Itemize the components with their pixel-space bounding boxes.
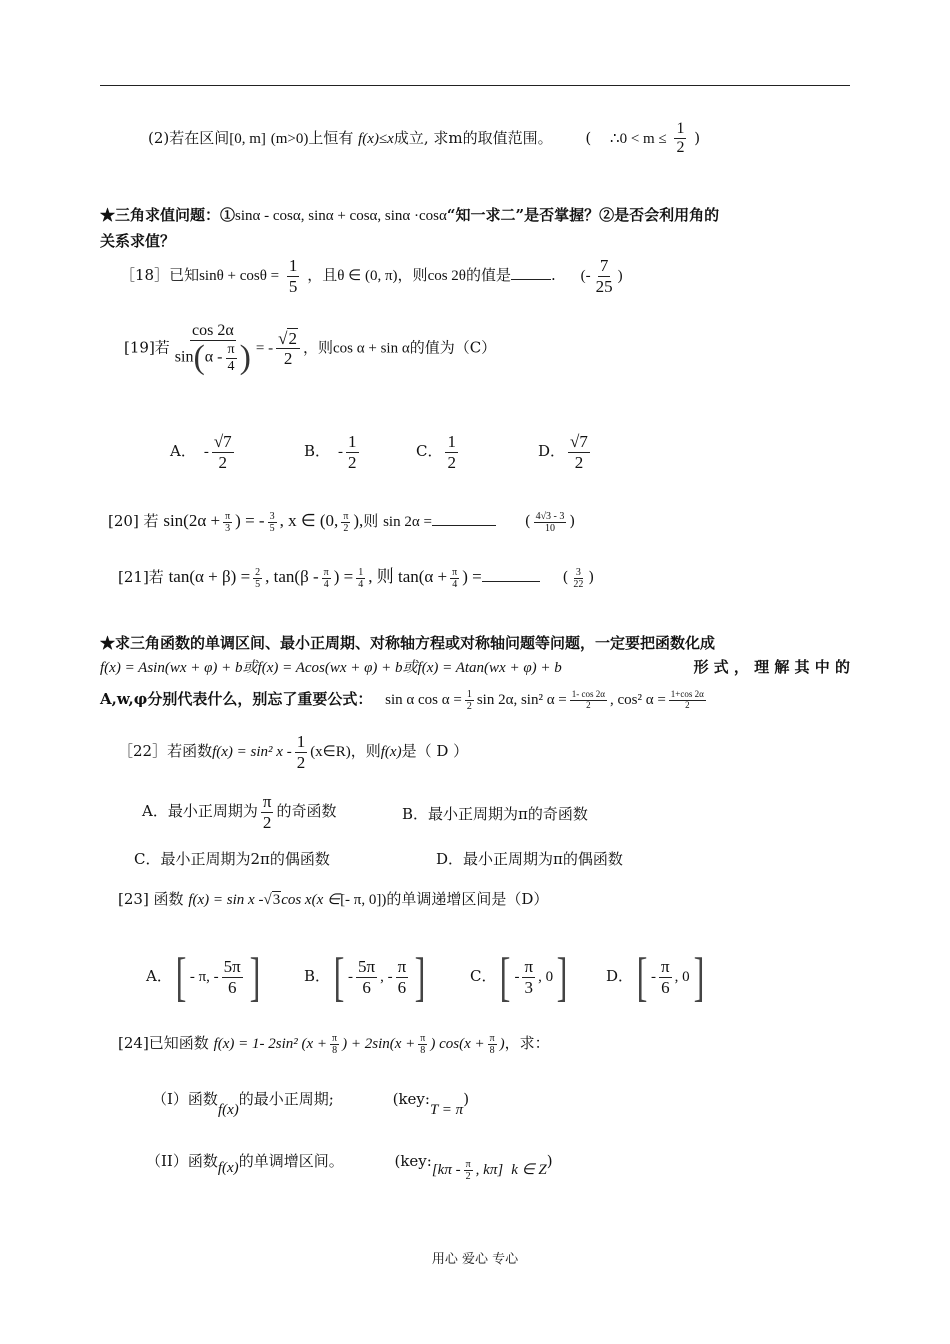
fraction bbox=[356, 957, 377, 997]
math: f(x) bbox=[217, 1102, 239, 1118]
question-24-part-1 bbox=[152, 1088, 470, 1118]
alpha-minus: α - bbox=[204, 349, 223, 367]
question-m-range bbox=[148, 120, 700, 158]
denominator bbox=[173, 341, 253, 375]
text: 形 式 ， 理 解 其 中 的 bbox=[693, 658, 850, 676]
fraction bbox=[571, 567, 585, 590]
option-key: B． bbox=[304, 967, 331, 985]
question-22 bbox=[118, 732, 468, 772]
denominator: 8 bbox=[420, 1044, 426, 1056]
numerator: π bbox=[397, 956, 407, 976]
numerator: 4√3 - 3 bbox=[535, 510, 565, 522]
text: 的单调递增区间是（D） bbox=[386, 890, 549, 908]
denominator: 6 bbox=[362, 977, 371, 997]
section-heading-formulas bbox=[100, 688, 709, 712]
math: ) bbox=[499, 1036, 505, 1052]
numerator: 1 bbox=[348, 432, 357, 451]
option-b bbox=[304, 432, 362, 472]
math: , kπ] bbox=[475, 1162, 504, 1178]
text: ，则 bbox=[302, 338, 333, 357]
radicand: 2 bbox=[288, 328, 297, 348]
answer-open: ( bbox=[585, 128, 592, 147]
bracket-right: ] bbox=[249, 947, 261, 1007]
denominator: 5 bbox=[288, 276, 298, 296]
denominator: 3 bbox=[524, 977, 534, 997]
math: ) = bbox=[462, 567, 482, 586]
fraction bbox=[287, 256, 300, 296]
text: 的单调增区间。 bbox=[238, 1152, 344, 1170]
math: - π, - bbox=[189, 969, 219, 985]
math: f(x) bbox=[380, 744, 402, 761]
text: 上恒有 bbox=[308, 128, 354, 147]
denominator: 2 bbox=[348, 452, 357, 472]
text: 的最小正周期; bbox=[238, 1090, 334, 1108]
bracket-right: ] bbox=[693, 947, 704, 1007]
fraction bbox=[570, 690, 607, 711]
math: , - bbox=[380, 969, 393, 985]
math: (x∈R) bbox=[310, 744, 351, 761]
question-21 bbox=[118, 562, 594, 590]
numerator: π bbox=[420, 1032, 426, 1044]
fraction bbox=[465, 689, 474, 712]
numerator: √7 bbox=[570, 432, 588, 451]
question-19 bbox=[124, 322, 496, 375]
bracket-left: [ bbox=[333, 947, 345, 1007]
denominator: 25 bbox=[595, 276, 613, 296]
math: sin 2α = bbox=[383, 514, 432, 530]
fraction bbox=[669, 690, 706, 711]
denominator: 6 bbox=[397, 977, 407, 997]
math: ) bbox=[381, 892, 387, 908]
math: f(x) = sin² x - bbox=[212, 744, 292, 761]
section-heading-trig-values bbox=[100, 204, 719, 225]
numerator: π bbox=[323, 566, 329, 578]
fraction bbox=[534, 511, 567, 534]
denominator: 6 bbox=[661, 977, 670, 997]
numerator: 1 bbox=[674, 120, 686, 139]
denominator: 22 bbox=[573, 578, 584, 590]
numerator: 3 bbox=[269, 510, 275, 522]
text: 的值是 bbox=[466, 266, 512, 285]
question-23 bbox=[118, 888, 548, 909]
fraction bbox=[261, 792, 274, 832]
fraction bbox=[418, 1033, 427, 1056]
answer-blank bbox=[432, 515, 496, 526]
question-22-option-d: D．最小正周期为π的偶函数 bbox=[436, 850, 623, 868]
fraction bbox=[594, 256, 615, 296]
denominator: 4 bbox=[452, 578, 458, 590]
math: [0, m] bbox=[229, 130, 266, 147]
fraction bbox=[295, 732, 308, 772]
text: ，则 bbox=[350, 742, 381, 761]
denominator: 2 bbox=[218, 452, 228, 472]
answer-blank bbox=[511, 267, 551, 280]
denominator: 2 bbox=[283, 349, 293, 369]
paren-right: ) bbox=[239, 339, 251, 377]
answer-open: ( bbox=[524, 512, 531, 530]
math: cos α + sin α bbox=[333, 340, 410, 357]
math: , 则 tan(α + bbox=[368, 567, 448, 586]
denominator: 8 bbox=[332, 1044, 338, 1056]
text: ，且 bbox=[307, 266, 338, 285]
denominator: 5 bbox=[269, 522, 275, 534]
text: （I）函数 bbox=[152, 1090, 218, 1108]
denominator: 2 bbox=[447, 452, 456, 472]
answer-close: ) bbox=[694, 128, 701, 147]
answer-close: ) bbox=[617, 268, 623, 285]
numerator: π bbox=[524, 956, 534, 976]
numerator: cos 2α bbox=[190, 322, 236, 341]
fraction bbox=[356, 567, 365, 590]
denominator: 6 bbox=[227, 977, 237, 997]
label: [24]已知函数 bbox=[118, 1034, 209, 1052]
math: f(x) bbox=[217, 1160, 239, 1176]
fraction bbox=[276, 329, 300, 369]
text: ，则 bbox=[397, 266, 428, 285]
math: ) = bbox=[333, 567, 354, 586]
fraction bbox=[659, 957, 672, 997]
answer-close: ) bbox=[569, 512, 576, 530]
math: ) + 2sin(x + bbox=[342, 1036, 416, 1052]
fraction bbox=[522, 957, 535, 997]
option-key: A． bbox=[170, 442, 196, 461]
section-heading-trig-functions: ★求三角函数的单调区间、最小正周期、对称轴方程或对称轴问题等问题，一定要把函数化成 bbox=[100, 634, 716, 652]
denominator: 2 bbox=[466, 700, 472, 712]
fraction bbox=[222, 957, 243, 997]
text: “知一求二”是否掌握？②是否会利用角的 bbox=[446, 206, 720, 224]
numerator: π bbox=[262, 792, 272, 811]
denominator: 2 bbox=[296, 752, 306, 772]
denominator: 4 bbox=[358, 578, 364, 590]
sign: - bbox=[203, 444, 209, 461]
radicand: 3 bbox=[272, 892, 281, 908]
fraction bbox=[396, 957, 409, 997]
text: ，求： bbox=[504, 1034, 550, 1052]
math: f(x) = 1- 2sin² (x + bbox=[213, 1036, 328, 1052]
numerator: √2 bbox=[276, 329, 300, 350]
math: sinα - cosα, sinα + cosα, sinα ·cosα bbox=[235, 208, 447, 224]
math: ) cos(x + bbox=[430, 1036, 485, 1052]
option-key: A． bbox=[146, 967, 172, 985]
answer-open: ( bbox=[562, 568, 569, 586]
answer-close: ) bbox=[588, 568, 595, 586]
text: A．最小正周期为 bbox=[142, 802, 258, 821]
key-close: ) bbox=[546, 1152, 553, 1170]
numerator: π bbox=[661, 956, 670, 976]
key-label: (key: bbox=[394, 1152, 432, 1170]
math: ) = - bbox=[235, 511, 265, 530]
math: , tan(β - bbox=[265, 567, 319, 586]
question-20 bbox=[108, 510, 575, 534]
equals: = - bbox=[255, 340, 274, 357]
option-key: C． bbox=[470, 967, 497, 985]
numerator: π bbox=[226, 342, 237, 359]
question-22-option-b: B．最小正周期为π的奇函数 bbox=[402, 805, 588, 823]
math: - bbox=[514, 969, 520, 985]
text: 则 bbox=[363, 512, 379, 530]
numerator: 1 bbox=[288, 256, 298, 275]
numerator: √7 bbox=[213, 432, 232, 451]
label: [23] 函数 bbox=[118, 890, 184, 908]
fraction bbox=[223, 511, 232, 534]
math: , x ∈ (0, bbox=[279, 511, 339, 530]
numerator: π bbox=[332, 1032, 338, 1044]
answer: ∴0 < m ≤ bbox=[610, 130, 667, 147]
question-22-option-c: C．最小正周期为2π的偶函数 bbox=[134, 850, 330, 868]
math: sin 2α, sin² α = bbox=[476, 692, 567, 708]
math: sin(2α + bbox=[163, 511, 221, 530]
math: [kπ - bbox=[431, 1162, 461, 1178]
math: T = π bbox=[429, 1102, 464, 1118]
fraction bbox=[322, 567, 331, 590]
numerator: 1- cos 2α bbox=[571, 688, 605, 699]
answer-open: (- bbox=[580, 268, 591, 285]
question-18 bbox=[120, 256, 623, 296]
question-24-part-2 bbox=[146, 1150, 553, 1182]
fraction bbox=[173, 322, 253, 375]
text: 的奇函数 bbox=[276, 802, 337, 821]
bracket-right: ] bbox=[556, 947, 568, 1007]
fraction bbox=[212, 432, 234, 472]
math: - bbox=[651, 969, 657, 985]
fraction bbox=[450, 567, 459, 590]
paren-left: ( bbox=[193, 339, 205, 377]
question-24 bbox=[118, 1032, 550, 1056]
math: sin α cos α = bbox=[385, 692, 462, 708]
answer-blank bbox=[482, 571, 540, 582]
bracket-left: [ bbox=[500, 947, 511, 1007]
denominator: 3 bbox=[225, 522, 231, 534]
numerator: π bbox=[452, 566, 458, 578]
math: k ∈ Z bbox=[511, 1162, 547, 1178]
option-key: D． bbox=[606, 967, 634, 985]
math: - bbox=[348, 969, 354, 985]
numerator: 3 bbox=[575, 566, 581, 578]
numerator: 7 bbox=[599, 256, 609, 275]
numerator: π bbox=[489, 1032, 495, 1044]
numerator: 1 bbox=[358, 566, 364, 578]
option-key: B． bbox=[304, 442, 331, 461]
question-23-option-a bbox=[146, 947, 264, 1007]
bracket-left: [ bbox=[175, 947, 187, 1007]
period: . bbox=[551, 266, 556, 285]
question-23-option-d bbox=[606, 947, 708, 1007]
bracket-left: [ bbox=[636, 947, 648, 1007]
math: tan(α + β) = bbox=[168, 567, 251, 586]
fraction bbox=[330, 1033, 339, 1056]
section-heading-line2: 关系求值？ bbox=[100, 232, 176, 250]
question-22-option-a bbox=[142, 792, 336, 832]
denominator: 2 bbox=[262, 812, 272, 832]
denominator: 8 bbox=[489, 1044, 495, 1056]
fraction bbox=[464, 1159, 473, 1182]
option-key: D． bbox=[538, 442, 566, 461]
bracket-right: ] bbox=[414, 947, 426, 1007]
denominator: 2 bbox=[574, 452, 584, 472]
text: ★三角求值问题：① bbox=[100, 206, 236, 224]
page-footer: 用心 爱心 专心 bbox=[431, 1252, 519, 1267]
option-d bbox=[538, 432, 593, 472]
math: sinθ + cosθ = bbox=[199, 268, 280, 285]
label: [21]若 bbox=[118, 568, 164, 586]
math: f(x) = sin x - bbox=[188, 892, 264, 908]
text: A,w,φ分别代表什么，别忘了重要公式： bbox=[100, 690, 373, 708]
fraction bbox=[268, 511, 277, 534]
math: f(x)≤x bbox=[358, 130, 394, 147]
fraction bbox=[226, 342, 237, 375]
denominator: 5 bbox=[255, 578, 261, 590]
fraction bbox=[488, 1033, 497, 1056]
fraction bbox=[341, 511, 350, 534]
fraction bbox=[346, 432, 359, 472]
denominator: 2 bbox=[676, 139, 685, 157]
denominator: 2 bbox=[586, 699, 591, 710]
math: f(x) = Asin(wx + φ) + b或f(x) = Acos(wx + φ) + b或f(x) = Atan(wx + φ) + b bbox=[100, 660, 562, 676]
option-c bbox=[416, 432, 461, 472]
math: [- π, 0] bbox=[340, 892, 382, 908]
numerator: π bbox=[343, 510, 349, 522]
label: ［18］已知 bbox=[120, 266, 200, 285]
math: , cos² α = bbox=[609, 692, 666, 708]
denominator: 2 bbox=[343, 522, 349, 534]
key-close: ) bbox=[463, 1090, 470, 1108]
denominator: 10 bbox=[544, 522, 555, 534]
denominator: 4 bbox=[323, 578, 329, 590]
label: [19]若 bbox=[124, 338, 170, 357]
fraction bbox=[568, 432, 590, 472]
denominator: 4 bbox=[227, 358, 235, 374]
sign: - bbox=[338, 444, 344, 461]
numerator: 1 bbox=[466, 688, 472, 700]
header-rule bbox=[100, 85, 850, 86]
math: θ ∈ (0, π) bbox=[337, 268, 398, 285]
numerator: 1 bbox=[447, 432, 456, 451]
fraction bbox=[253, 567, 262, 590]
denominator: 2 bbox=[465, 1170, 471, 1182]
label: ［22］若函数 bbox=[118, 742, 213, 761]
sqrt: √3 bbox=[263, 892, 281, 908]
text: （II）函数 bbox=[146, 1152, 218, 1170]
math: , 0 bbox=[674, 969, 690, 985]
numerator: π bbox=[225, 510, 231, 522]
math: ), bbox=[353, 511, 364, 530]
key-label: (key: bbox=[392, 1090, 430, 1108]
option-key: C． bbox=[416, 442, 443, 461]
math: , 0 bbox=[538, 969, 554, 985]
numerator: π bbox=[465, 1158, 471, 1170]
numerator: 5π bbox=[358, 956, 376, 976]
section-heading-forms bbox=[100, 656, 850, 677]
sin: sin bbox=[174, 349, 194, 367]
label: [20] 若 bbox=[108, 512, 159, 530]
fraction bbox=[674, 120, 686, 158]
denominator: 2 bbox=[685, 699, 690, 710]
math: cos 2θ bbox=[427, 268, 466, 285]
fraction bbox=[445, 432, 458, 472]
text: (2)若在区间 bbox=[148, 128, 230, 147]
math: (m>0) bbox=[270, 130, 309, 147]
text: 的值为（C） bbox=[409, 338, 497, 357]
numerator: 1 bbox=[296, 732, 306, 751]
numerator: 5π bbox=[223, 956, 241, 976]
text: 成立, 求m的取值范围。 bbox=[393, 128, 553, 147]
numerator: 2 bbox=[255, 566, 261, 578]
option-a bbox=[170, 432, 237, 472]
text: 是（ D ） bbox=[401, 742, 469, 761]
question-23-option-b bbox=[304, 947, 429, 1007]
question-23-option-c bbox=[470, 947, 571, 1007]
math: cos x(x ∈ bbox=[281, 892, 341, 908]
numerator: 1+cos 2α bbox=[670, 688, 704, 699]
